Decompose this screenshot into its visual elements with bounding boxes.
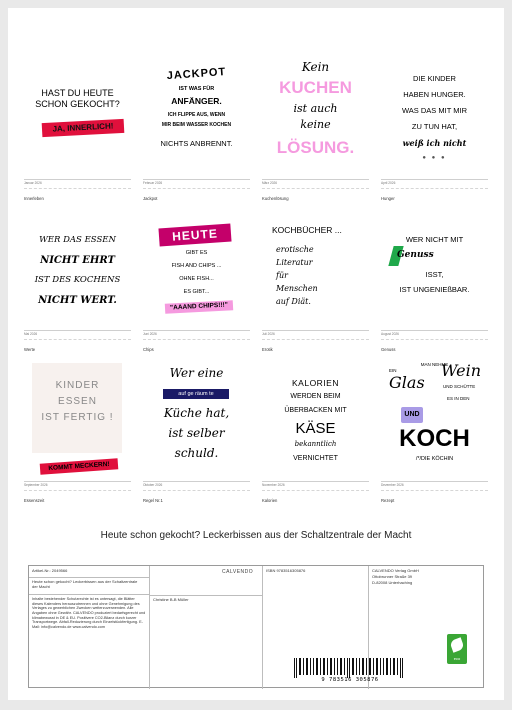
oct-line2: Küche hat, <box>163 406 230 420</box>
oct-label: auf ge räum te <box>178 391 214 397</box>
jan-line2: SCHON GEKOCHT? <box>35 99 120 109</box>
info-divider <box>29 577 149 578</box>
feb-line1: JACKPOT <box>166 65 227 83</box>
sep-line1: KINDER <box>55 380 100 391</box>
feb-line5: MIR BEIM WASSER KOCHEN <box>161 122 232 128</box>
jul-line6: auf Diät. <box>276 297 311 306</box>
jul-line4: für <box>276 271 288 280</box>
jul-line2: erotische <box>276 245 314 254</box>
aug-line3: ISST, <box>425 270 444 279</box>
barcode-number: 9 783516 305876 <box>321 677 379 683</box>
publisher-street: Ottobrunner Straße 39 <box>372 574 413 579</box>
sep-line2: ESSEN <box>58 396 97 407</box>
jul-month-name: Juli 2026 <box>262 332 275 336</box>
sep-caption: Essenszeit <box>24 498 45 503</box>
month-oct <box>143 357 250 508</box>
jul-line5: Menschen <box>276 284 318 293</box>
feb-line3: ANFÄNGER. <box>171 96 222 106</box>
sep-banner <box>40 458 119 474</box>
barcode-bars-icon <box>292 658 408 678</box>
sep-month-name: September 2026 <box>24 483 48 487</box>
dec-line2: EIN <box>389 368 397 373</box>
month-row-3 <box>24 357 488 508</box>
month-aug <box>381 206 488 357</box>
sep-card <box>32 363 122 453</box>
dec-und-box <box>401 407 423 423</box>
nov-line6: VERNICHTET <box>293 455 338 462</box>
month-jun <box>143 206 250 357</box>
calvendo-logo: CALVENDO <box>222 569 254 575</box>
sep-days <box>24 487 131 491</box>
publisher-city: D-82008 Unterhaching <box>372 580 413 585</box>
aug-line4: IST UNGENIEßBAR. <box>399 285 470 294</box>
dec-artwork <box>381 357 488 479</box>
may-artwork <box>24 206 131 328</box>
may-line4: NICHT WERT. <box>38 295 117 306</box>
aug-month-name: August 2026 <box>381 332 399 336</box>
jan-artwork <box>24 55 131 177</box>
jun-line3: FISH AND CHIPS ... <box>171 263 222 269</box>
jun-line6: "AAAND CHIPS!!!" <box>169 301 229 312</box>
apr-artwork <box>381 55 488 177</box>
month-row-2 <box>24 206 488 357</box>
month-jul <box>262 206 369 357</box>
feb-artwork <box>143 55 250 177</box>
info-description: Heute schon gekocht? Leckerbissen aus der Schaltzentrale der Macht <box>32 579 138 589</box>
month-may <box>24 206 131 357</box>
publisher-name: CALVENDO Verlag GmbH <box>372 568 419 573</box>
mar-caption: Kuchenlösung <box>262 196 289 201</box>
barcode <box>292 658 408 684</box>
jun-line2: GIBT ES <box>185 250 208 256</box>
feb-line4: ICH FLIPPE AUS, WENN <box>167 112 226 118</box>
may-line1: WER DAS ESSEN <box>39 235 116 245</box>
jun-line1: HEUTE <box>171 226 219 244</box>
sep-banner-text: KOMMT MECKERN! <box>48 460 110 473</box>
dec-line6: ES IN DEN <box>447 396 470 401</box>
nov-month-name: November 2026 <box>262 483 285 487</box>
feb-line2: IST WAS FÜR <box>178 86 215 92</box>
info-author: Christine B-B Müller <box>153 597 189 602</box>
info-block <box>28 565 484 688</box>
info-legal: Inhalte bestehender Schutzrechte ist es untersagt, die Blätter dieses Kalenders herauszutrennen und ohne Genehmigung des Verlages zu gewerblichen Zwecken weiterzuverwenden. Alle Angaben ohne Gewähr. CALVENDO produziert bedarfsgerecht und klimabewusst in DE & EU. Positivere CO2-Bilanz durch kurzer Transportwege. Abfall-Reduzierung durch Einzelstückfertigung. E-Mail: info@calvendo.de www.calvendo.com <box>32 597 146 629</box>
apr-caption: Hunger <box>381 196 395 201</box>
aug-caption: Genuss <box>381 347 396 352</box>
may-days <box>24 336 131 340</box>
feb-days <box>143 185 250 189</box>
month-jan <box>24 55 131 206</box>
jul-line1: KOCHBÜCHER ... <box>272 225 342 235</box>
feb-line6: NICHTS ANBRENNT. <box>160 139 233 148</box>
info-col-2 <box>150 566 262 689</box>
nov-caption: Kalorien <box>262 498 278 503</box>
dec-line1: MAN NEHME <box>420 362 449 367</box>
may-line3: IST DES KOCHENS <box>34 275 121 285</box>
apr-dots: ● ● ● <box>422 155 447 161</box>
dec-month-name: Dezember 2026 <box>381 483 404 487</box>
mar-line5: LÖSUNG. <box>276 138 355 157</box>
mar-month-name: März 2026 <box>262 181 278 185</box>
apr-line5: weiß ich nicht <box>402 138 467 148</box>
info-col-1 <box>29 566 149 689</box>
mar-line4: keine <box>300 118 331 131</box>
aug-line1: WER NICHT MIT <box>405 235 464 244</box>
mar-line1: Kein <box>301 60 330 74</box>
info-divider <box>29 594 149 595</box>
jul-days <box>262 336 369 340</box>
oct-days <box>143 487 250 491</box>
nov-line4: KÄSE <box>295 420 336 437</box>
calendar-page <box>8 8 504 700</box>
jun-month-name: Juni 2026 <box>143 332 157 336</box>
oct-artwork <box>143 357 250 479</box>
may-caption: Werte <box>24 347 36 352</box>
info-isbn: ISBN 9783516305876 <box>266 568 306 573</box>
month-row-1 <box>24 55 488 206</box>
oct-line1: Wer eine <box>169 366 224 380</box>
nov-days <box>262 487 369 491</box>
jun-banner <box>158 224 231 247</box>
info-divider <box>150 595 262 596</box>
jun-line4: OHNE FISH... <box>179 276 214 282</box>
apr-line2: HABEN HUNGER. <box>403 90 466 99</box>
leaf-icon <box>449 637 464 652</box>
aug-artwork <box>381 206 488 328</box>
nov-line2: WERDEN BEIM <box>290 393 341 400</box>
feb-month-name: Februar 2026 <box>143 181 163 185</box>
dec-line5: UND SCHÜTTE <box>443 384 476 389</box>
jun-banner-2 <box>165 300 233 314</box>
eco-badge <box>447 634 467 664</box>
sep-artwork <box>24 357 131 479</box>
mar-artwork <box>262 55 369 177</box>
dec-line3: Glas <box>389 373 425 392</box>
jan-banner <box>42 119 125 137</box>
mar-days <box>262 185 369 189</box>
nov-artwork <box>262 357 369 479</box>
dec-line8: KOCH <box>399 425 470 452</box>
mar-line3: ist auch <box>293 102 338 115</box>
may-month-name: Mai 2026 <box>24 332 38 336</box>
apr-month-name: April 2026 <box>381 181 396 185</box>
article-number: Artikel-Nr.: 2049566 <box>32 568 68 573</box>
dec-line9: /*/DIE KÖCHIN <box>415 456 454 462</box>
nov-line5: bekanntlich <box>294 440 337 448</box>
oct-label-box <box>163 389 229 399</box>
jul-line3: Literatur <box>276 258 313 267</box>
jan-line1: HAST DU HEUTE <box>41 88 114 98</box>
jun-caption: Chips <box>143 347 154 352</box>
jun-line5: ES GIBT... <box>183 289 210 295</box>
jul-artwork <box>262 206 369 328</box>
jun-days <box>143 336 250 340</box>
oct-line3: ist selber <box>168 426 225 440</box>
dec-line4: Wein <box>441 361 482 380</box>
jan-caption: Innerleben <box>24 196 44 201</box>
jan-banner-text: JA, INNERLICH! <box>52 121 114 134</box>
apr-line4: ZU TUN HAT, <box>411 122 458 131</box>
month-sep <box>24 357 131 508</box>
apr-line3: WAS DAS MIT MIR <box>401 106 467 115</box>
apr-line1: DIE KINDER <box>413 74 456 83</box>
may-line2: NICHT EHRT <box>40 255 115 266</box>
dec-days <box>381 487 488 491</box>
aug-days <box>381 336 488 340</box>
jun-artwork <box>143 206 250 328</box>
dec-caption: Rezept <box>381 498 395 503</box>
month-mar <box>262 55 369 206</box>
month-grid <box>24 55 488 508</box>
oct-month-name: Oktober 2026 <box>143 483 163 487</box>
eco-label: eco <box>453 656 461 661</box>
apr-days <box>381 185 488 189</box>
month-nov <box>262 357 369 508</box>
mar-line2: KUCHEN <box>279 78 352 97</box>
jan-month-name: Januar 2026 <box>24 181 42 185</box>
nov-line3: ÜBERBACKEN MIT <box>284 407 347 414</box>
oct-caption: Regel Nr.1 <box>143 498 163 503</box>
month-apr <box>381 55 488 206</box>
calendar-title: Heute schon gekocht? Leckerbissen aus der Schaltzentrale der Macht <box>100 530 412 541</box>
jul-caption: Erotik <box>262 347 273 352</box>
dec-line7: UND <box>404 411 420 418</box>
month-dec <box>381 357 488 508</box>
month-feb <box>143 55 250 206</box>
feb-caption: Jackpot <box>143 196 158 201</box>
aug-line2: Genuss <box>397 250 434 260</box>
sep-line3: IST FERTIG ! <box>41 412 114 423</box>
oct-line4: schuld. <box>174 446 219 460</box>
nov-line1: KALORIEN <box>292 378 339 388</box>
jan-days <box>24 185 131 189</box>
